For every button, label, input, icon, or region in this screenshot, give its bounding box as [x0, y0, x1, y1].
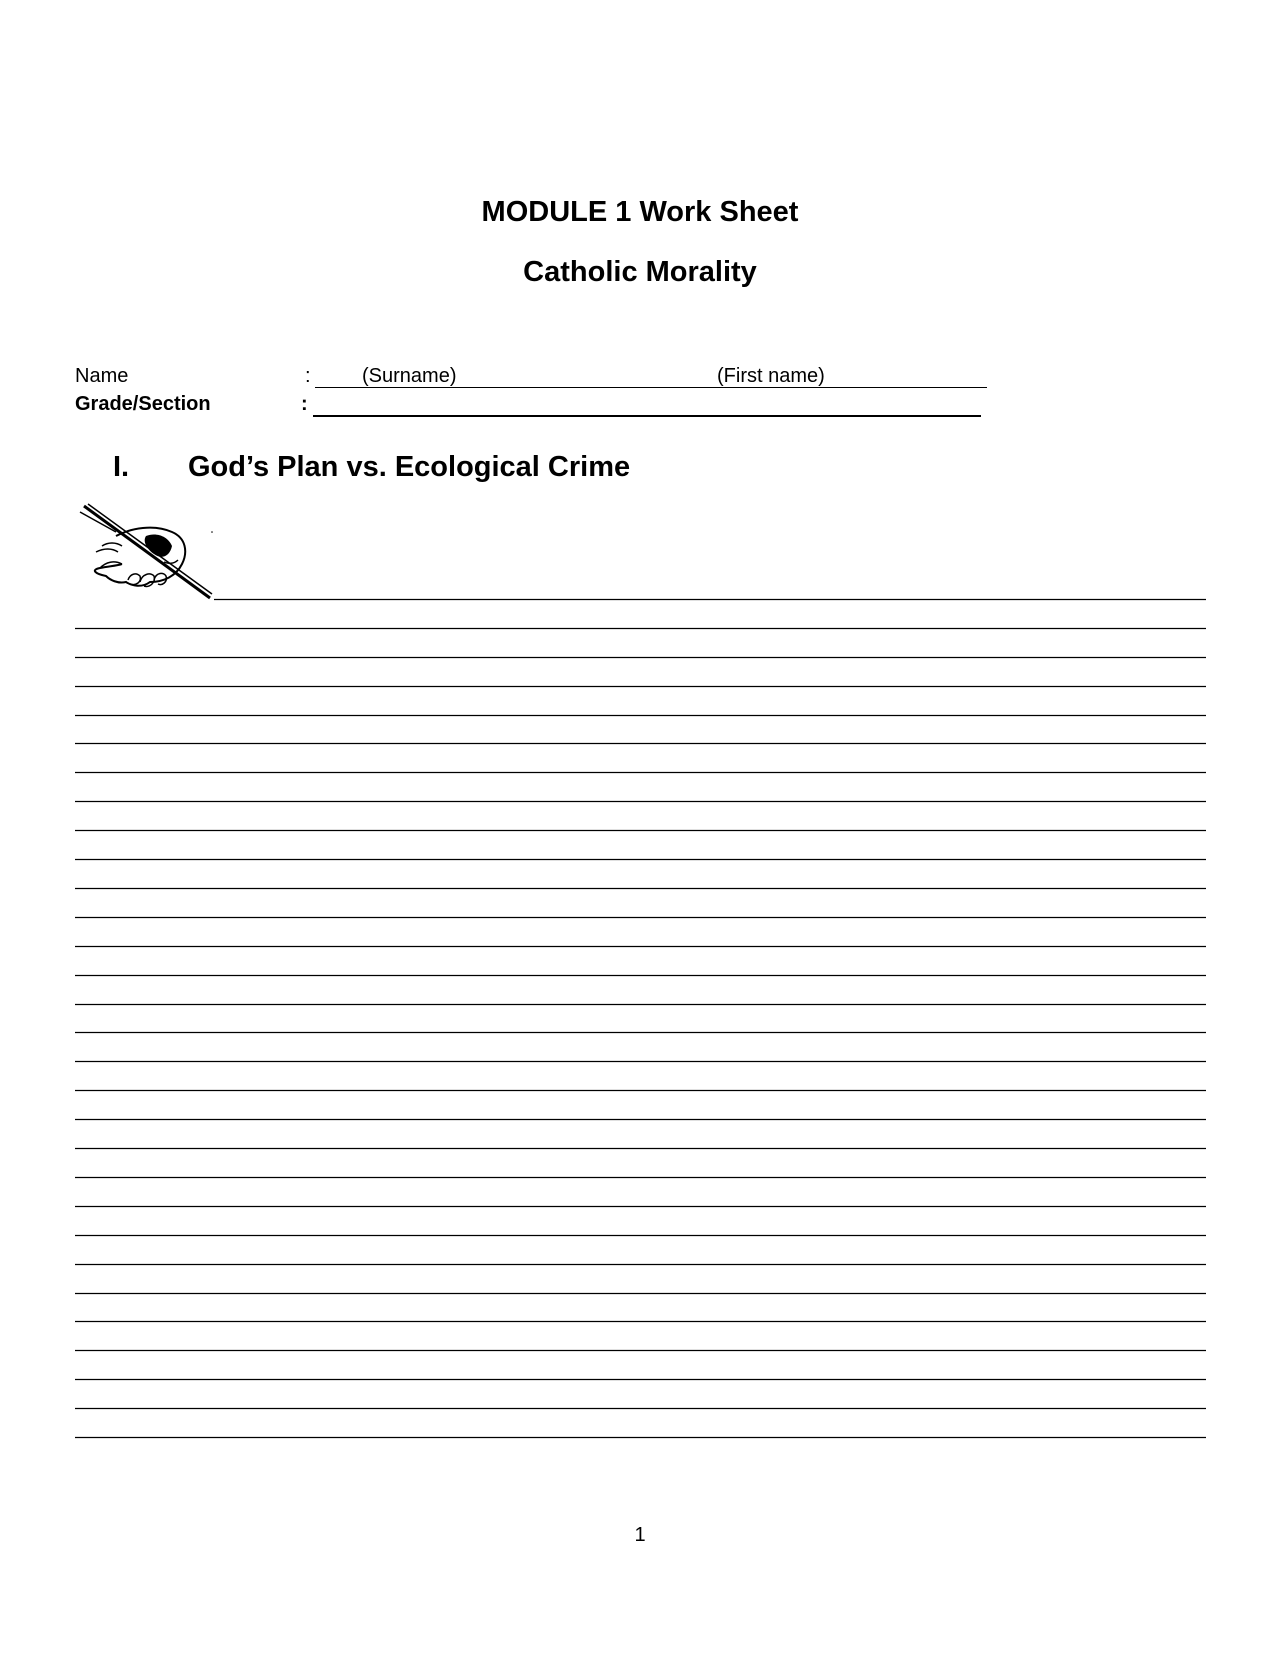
firstname-hint: (First name) [717, 365, 825, 387]
worksheet-subtitle: Catholic Morality [523, 256, 757, 288]
name-colon: : [305, 365, 311, 387]
grade-colon: : [301, 393, 308, 415]
section-title: God’s Plan vs. Ecological Crime [188, 451, 631, 483]
surname-hint: (Surname) [362, 365, 457, 387]
grade-section-label: Grade/Section [75, 393, 211, 415]
name-label: Name [75, 365, 129, 387]
worksheet-title: MODULE 1 Work Sheet [481, 196, 799, 228]
page-number: 1 [634, 1524, 646, 1546]
section-number: I. [113, 451, 130, 483]
